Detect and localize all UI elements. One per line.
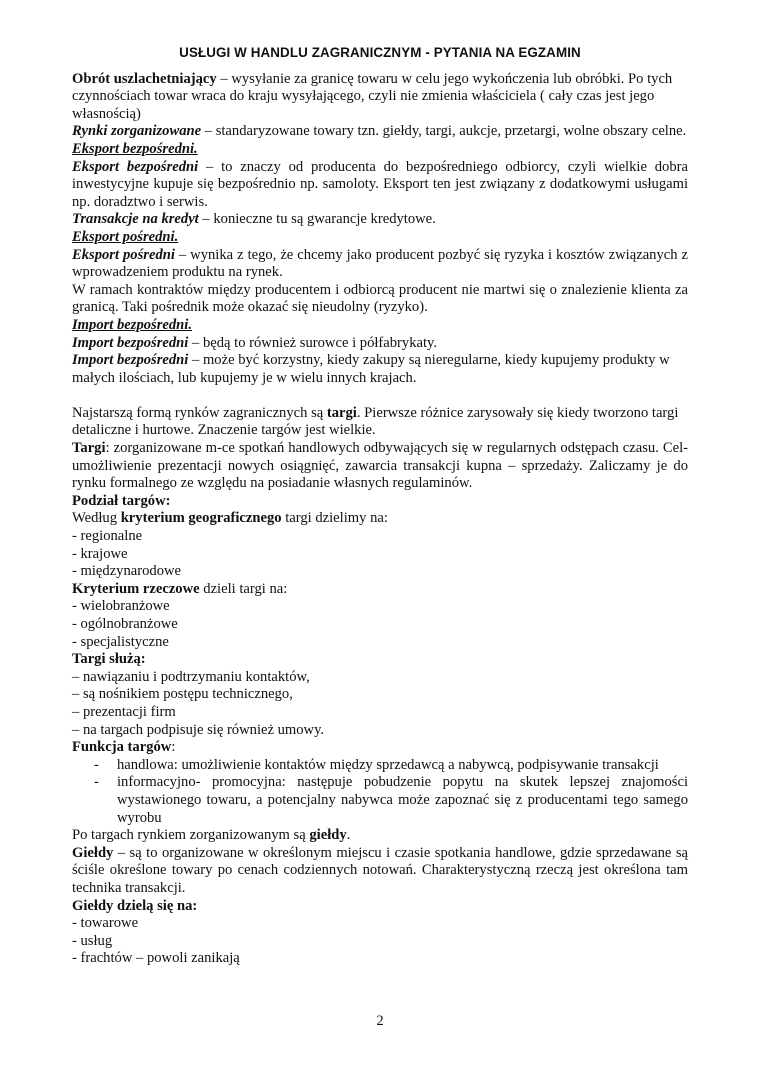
paragraph-kontrakty: W ramach kontraktów między producentem i odbiorcą producent nie martwi się o znalezienie klienta za granicą. Taki pośrednik może okazać się nieudolny (ryzyko). (72, 281, 688, 316)
paragraph-targi (72, 440, 688, 493)
heading-funkcja-targow (72, 739, 688, 757)
kryterium-rzeczowe-bold: Kryterium rzeczowe (72, 580, 200, 597)
definition-import-1: – będą to również surowce i półfabrykaty. (188, 334, 438, 351)
paragraph-eksport-posredni (72, 247, 688, 282)
paragraph-import-2 (72, 352, 688, 387)
list-item: - frachtów – powoli zanikają (72, 950, 240, 967)
definition-rynki: – standaryzowane towary tzn. giełdy, targi, aukcje, przetargi, wolne obszary celne. (201, 123, 687, 140)
list-item: – są nośnikiem postępu technicznego, (72, 686, 293, 703)
list-item (72, 774, 688, 827)
definition-transakcje: – konieczne tu są gwarancje kredytowe. (198, 211, 436, 228)
bullet-marker: - (94, 774, 99, 791)
paragraph-obrot (72, 71, 688, 124)
page-number: 2 (376, 1013, 384, 1029)
paragraph-kryterium-rzeczowe (72, 581, 688, 599)
heading-import-bezposredni: Import bezpośredni. (72, 316, 193, 333)
term-obrot: Obrót uszlachetniający (72, 70, 217, 87)
paragraph-rynki (72, 123, 688, 141)
po-targach-post: . (346, 827, 351, 844)
term-eksport-posredni: Eksport pośredni (72, 246, 175, 263)
najstarsza-pre: Najstarszą formą rynków zagranicznych są (72, 404, 327, 421)
definition-eksport-bezposredni: – to znaczy od producenta do bezpośredniego odbiorcy, czyli wielkie dobra inwestycyjne kupuje się bezpośrednio np. samoloty. Eksport ten jest związany z dodatkowymi usługami np. doradztwo i serwis. (72, 158, 688, 210)
definition-obrot: – wysyłanie za granicę towaru w celu jego wykończenia lub obróbki. Po tych czynnościach towar wraca do kraju wysyłającego, czyli nie zmienia właściciela ( cały czas jest jego własnością) (72, 70, 673, 122)
najstarsza-post: . Pierwsze różnice zarysowały się kiedy tworzono targi detaliczne i hurtowe. Znaczenie targów jest wielkie. (72, 404, 679, 439)
po-targach-pre: Po targach rynkiem zorganizowanym są (72, 827, 310, 844)
heading-eksport-posredni: Eksport pośredni. (72, 228, 179, 245)
term-gieldy: Giełdy (72, 844, 114, 861)
term-targi: Targi (72, 440, 106, 457)
heading-gieldy-dziela: Giełdy dzielą się na: (72, 897, 198, 914)
heading-eksport-bezposredni: Eksport bezpośredni. (72, 140, 198, 157)
list-item-text: handlowa: umożliwienie kontaktów między sprzedawcą a nabywcą, podpisywanie transakcji (117, 756, 659, 773)
po-targach-bold: giełdy (309, 827, 347, 844)
definition-eksport-posredni: – wynika z tego, że chcemy jako producent pozbyć się ryzyka i kosztów związanych z wprowadzeniem produktu na rynek. (72, 246, 688, 281)
list-targi-sluza (72, 669, 688, 739)
list-item: - regionalne (72, 528, 143, 545)
document-page (72, 44, 688, 968)
list-item-text: informacyjno- promocyjna: następuje pobudzenie popytu na skutek lepszej znajomości wystawionego towaru, a potencjalny nabywca może zapoznać się z producentami tego samego wyrobu (117, 774, 688, 826)
kryterium-geo-bold: kryterium geograficznego (120, 510, 282, 527)
definition-targi: : zorganizowane m-ce spotkań handlowych odbywających się w regularnych odstępach czasu. Cel- umożliwienie prezentacji nowych osiągnięć, zawarcia transakcji kupna – sprzedaży. Zaliczamy je do rynku formalnego ze względu na posiadanie własnych regulaminów. (72, 440, 688, 492)
kryterium-rzeczowe-post: dzieli targi na: (199, 580, 288, 597)
list-item (72, 757, 688, 775)
list-item: - wielobranżowe (72, 598, 170, 615)
document-title: USŁUGI W HANDLU ZAGRANICZNYM - PYTANIA NA EGZAMIN (179, 45, 581, 60)
paragraph-gieldy (72, 845, 688, 898)
definition-gieldy: – są to organizowane w określonym miejscu i czasie spotkania handlowe, gdzie sprzedawane są ściśle określone towary po cenach codziennych notowań. Charakterystyczną rzeczą jest określona tam technika transakcji. (72, 844, 688, 896)
paragraph-po-targach (72, 827, 688, 845)
najstarsza-bold: targi (326, 404, 357, 421)
funkcja-colon: : (171, 739, 176, 756)
list-item: - towarowe (72, 915, 139, 932)
list-funkcja-targow (72, 757, 688, 827)
list-item: - ogólnobranżowe (72, 616, 178, 632)
term-eksport-bezposredni: Eksport bezpośredni (72, 158, 199, 175)
term-import-2: Import bezpośredni (72, 352, 189, 369)
paragraph-eksport-bezposredni (72, 159, 688, 212)
list-item: - usług (72, 932, 113, 949)
paragraph-kryterium-geo (72, 510, 688, 528)
spacer (72, 387, 688, 405)
list-item: – na targach podpisuje się również umowy. (72, 721, 325, 738)
definition-import-2: – może być korzystny, kiedy zakupy są nieregularne, kiedy kupujemy produkty w małych ilościach, lub kupujemy je w wielu innych krajach. (72, 352, 670, 386)
heading-targi-sluza: Targi służą: (72, 651, 146, 668)
list-gieldy (72, 915, 688, 968)
list-item: - międzynarodowe (72, 563, 182, 580)
term-import-1: Import bezpośredni (72, 334, 189, 351)
list-item: – prezentacji firm (72, 703, 176, 720)
list-geograficzne (72, 528, 688, 581)
term-transakcje: Transakcje na kredyt (72, 211, 199, 228)
paragraph-najstarsza (72, 405, 688, 440)
kryterium-geo-post: targi dzielimy na: (281, 510, 388, 527)
term-rynki: Rynki zorganizowane (72, 123, 202, 140)
paragraph-transakcje (72, 211, 688, 229)
funkcja-bold: Funkcja targów (72, 739, 172, 756)
list-item: – nawiązaniu i podtrzymaniu kontaktów, (72, 668, 310, 685)
list-rzeczowe (72, 598, 688, 651)
heading-podzial-targow: Podział targów: (72, 492, 171, 509)
bullet-marker: - (94, 756, 99, 773)
paragraph-import-1 (72, 335, 688, 353)
kryterium-geo-pre: Według (72, 510, 121, 527)
list-item: - specjalistyczne (72, 633, 169, 650)
list-item: - krajowe (72, 545, 128, 562)
